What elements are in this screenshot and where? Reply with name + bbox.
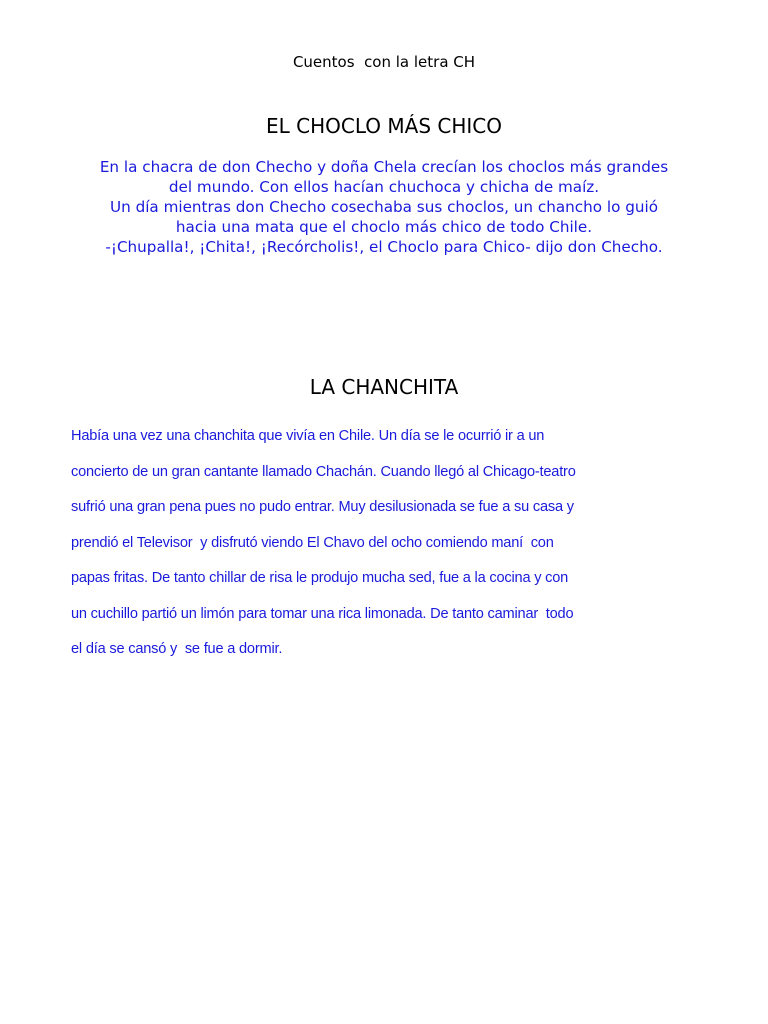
story2-line: prendió el Televisor y disfrutó viendo El Chavo del ocho comiendo maní con [71,534,554,551]
story1-line: del mundo. Con ellos hacían chuchoca y chicha de maíz. [168,178,600,196]
story1-title: EL CHOCLO MÁS CHICO [266,114,502,138]
story2-title: LA CHANCHITA [309,375,459,399]
story1-line: Un día mientras don Checho cosechaba sus choclos, un chancho lo guió [110,198,658,216]
story1-line: hacia una mata que el choclo más chico de todo Chile. [175,218,593,236]
story1-line: En la chacra de don Checho y doña Chela crecían los choclos más grandes [99,158,669,176]
story1-line: -¡Chupalla!, ¡Chita!, ¡Recórcholis!, el Choclo para Chico- dijo don Checho. [105,238,663,256]
story2-line: un cuchillo partió un limón para tomar una rica limonada. De tanto caminar todo [71,605,574,622]
document-header: Cuentos con la letra CH [292,53,476,71]
story2-line: sufrió una gran pena pues no pudo entrar. Muy desilusionada se fue a su casa y [71,499,574,515]
story2-body [71,419,731,668]
story1-body [0,157,768,257]
story2-line: concierto de un gran cantante llamado Chachán. Cuando llegó al Chicago-teatro [71,463,576,480]
story2-line: el día se cansó y se fue a dormir. [71,641,283,657]
story2-line: papas fritas. De tanto chillar de risa le produjo mucha sed, fue a la cocina y con [71,570,569,586]
story2-line: Había una vez una chanchita que vivía en Chile. Un día se le ocurrió ir a un [71,428,545,444]
